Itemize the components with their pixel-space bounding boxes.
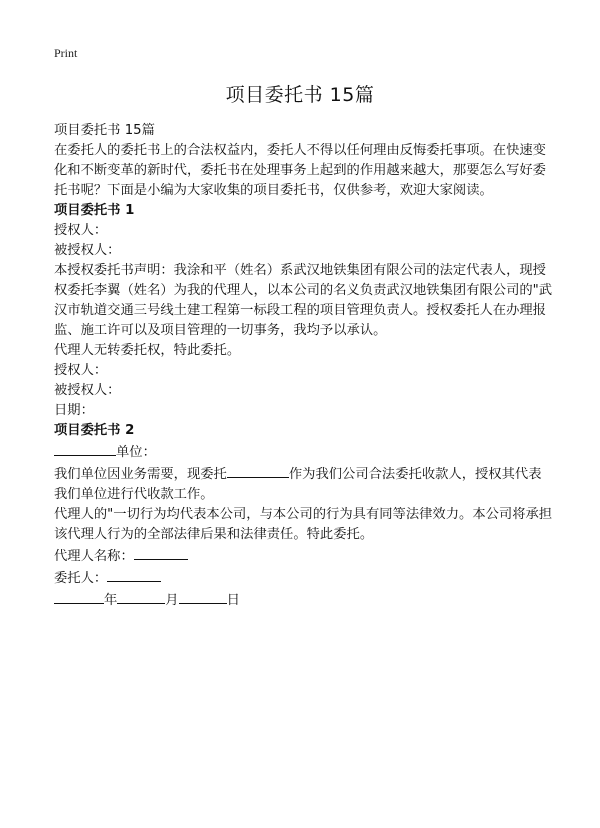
grantee-line: 被授权人： <box>54 243 121 258</box>
section-1-heading: 项目委托书 1 <box>54 203 135 218</box>
authorization-statement: 本授权委托书声明：我涂和平（姓名）系武汉地铁集团有限公司的法定代表人，现授权委托李翼（姓名）为我的代理人，以本公司的名义负责武汉地铁集团有限公司的"武汉市轨道交通三号线土建工程第一标段工程的项目管理负责人。授权委托人在办理报监、施工许可以及项目管理的一切事务，我均予以承认。 <box>54 263 553 338</box>
unit-label: 单位： <box>116 445 156 460</box>
client-blank <box>107 567 161 582</box>
agent-name-line <box>54 545 554 567</box>
year-label: 年 <box>104 593 118 608</box>
client-line <box>54 567 554 589</box>
client-label: 委托人： <box>54 571 108 586</box>
no-transfer-line: 代理人无转委托权，特此委托。 <box>54 343 241 358</box>
grantee-line-2: 被授权人： <box>54 383 121 398</box>
print-link[interactable]: Print <box>54 46 78 60</box>
grantor-line-2: 授权人： <box>54 363 108 378</box>
month-blank <box>117 589 165 604</box>
signature-date-line <box>54 589 554 611</box>
collection-text-a: 我们单位因业务需要，现委托 <box>54 467 227 482</box>
intro-paragraph: 在委托人的委托书上的合法权益内，委托人不得以任何理由反悔委托事项。在快速变化和不断变革的新时代，委托书在处理事务上起到的作用越来越大，那要怎么写好委托书呢？下面是小编为大家收集的项目委托书，仅供参考，欢迎大家阅读。 <box>54 143 546 198</box>
payee-blank <box>227 463 289 478</box>
collection-text-b: 作为我们公司合法委托收款人，授权其代表我们单位进行代收款工作。 <box>54 467 542 502</box>
unit-line <box>54 441 554 463</box>
year-blank <box>54 589 104 604</box>
month-label: 月 <box>165 593 179 608</box>
agent-name-label: 代理人名称： <box>54 549 134 564</box>
liability-paragraph: 代理人的"一切行为均代表本公司，与本公司的行为具有同等法律效力。本公司将承担该代理人行为的全部法律后果和法律责任。特此委托。 <box>54 507 553 542</box>
day-blank <box>179 589 227 604</box>
grantor-line: 授权人： <box>54 223 108 238</box>
agent-name-blank <box>134 545 188 560</box>
collection-paragraph <box>54 463 554 505</box>
document-subtitle: 项目委托书 15篇 <box>54 123 155 138</box>
document-title: 项目委托书 15篇 <box>225 84 375 106</box>
document-body <box>54 121 554 611</box>
day-label: 日 <box>226 593 240 608</box>
unit-blank <box>54 441 116 456</box>
section-2-heading: 项目委托书 2 <box>54 423 135 438</box>
date-line: 日期： <box>54 403 94 418</box>
